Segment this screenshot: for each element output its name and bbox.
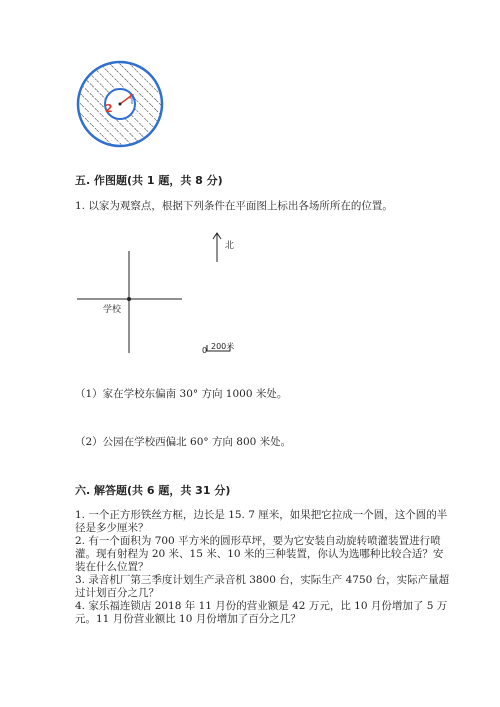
ring-figure [72, 56, 168, 152]
school-point [127, 297, 131, 301]
section6-line: 元。11 月份营业额比 10 月份增加了百分之几？ [75, 613, 301, 625]
section6-line: 灌。现有射程为 20 米、15 米、10 米的三种装置，你认为选哪种比较合适？安 [75, 548, 444, 560]
section6-line: 1. 一个正方形铁丝方框，边长是 15. 7 厘米，如果把它拉成一个圆，这个圆的半 [75, 509, 448, 521]
section5-part2: （2）公园在学校西偏北 60° 方向 800 米处。 [75, 436, 292, 448]
section5-question1: 1. 以家为观察点，根据下列条件在平面图上标出各场所所在的位置。 [75, 200, 393, 212]
center-point [119, 103, 122, 106]
section6-line: 装在什么位置？ [75, 561, 149, 573]
section5-part1: （1）家在学校东偏南 30° 方向 1000 米处。 [75, 388, 288, 400]
section6-line: 4. 家乐福连锁店 2018 年 11 月份的营业额是 42 万元，比 10 月份增加了 5 万 [75, 600, 448, 612]
school-label: 学校 [103, 305, 122, 315]
map-figure [72, 228, 252, 363]
section6-line: 2. 有一个面积为 700 平方米的圆形草坪，要为它安装自动旋转喷灌装置进行喷 [75, 535, 441, 547]
label-2: 2 [105, 102, 113, 115]
label-r: r [129, 92, 134, 102]
scale-zero: 0 [202, 346, 208, 355]
section6-line: 3. 录音机厂第三季度计划生产录音机 3800 台，实际生产 4750 台，实际产量超 [75, 574, 450, 586]
section6-line: 径是多少厘米？ [75, 522, 149, 534]
scale-label: 200米 [211, 342, 235, 351]
section6-title: 六. 解答题(共 6 题，共 31 分) [75, 484, 231, 497]
north-label: 北 [225, 241, 235, 251]
section6-line: 过计划百分之几？ [75, 587, 159, 599]
section5-title: 五. 作图题(共 1 题，共 8 分) [75, 174, 223, 187]
